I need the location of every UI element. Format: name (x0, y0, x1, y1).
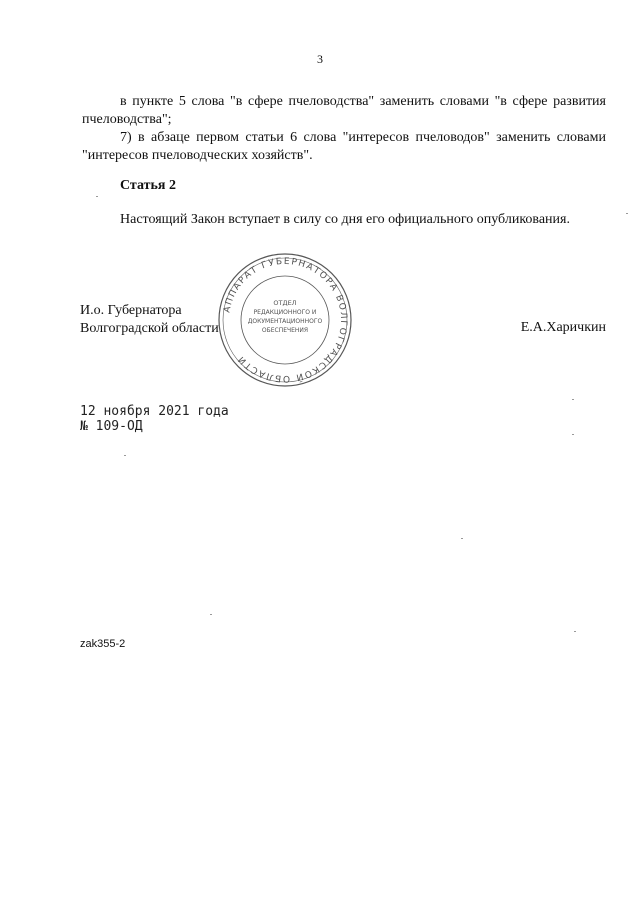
official-seal-stamp (215, 250, 355, 390)
article-2-heading: Статья 2 (120, 178, 176, 193)
scan-speck (461, 538, 463, 539)
signatory-position-line-1: И.о. Губернатора (80, 303, 182, 318)
scan-speck (96, 196, 98, 197)
scan-speck (124, 455, 126, 456)
stamp-inner-line-4: ОБЕСПЕЧЕНИЯ (261, 327, 309, 334)
paragraph-entry-into-force: Настоящий Закон вступает в силу со дня его официального опубликования. (120, 212, 570, 227)
stamp-inner-line-3: ДОКУМЕНТАЦИОННОГО (247, 318, 323, 325)
paragraph-amendment-point-5: в пункте 5 слова "в сфере пчеловодства" заменить словами "в сфере развития пчеловодства"; (82, 94, 606, 127)
scan-speck (572, 399, 574, 400)
stamp-inner-line-2: РЕДАКЦИОННОГО И (253, 309, 317, 316)
paragraph-amendment-article-6: 7) в абзаце первом статьи 6 слова "интересов пчеловодов" заменить словами "интересов пчеловодческих хозяйств". (82, 130, 606, 163)
signatory-position (80, 302, 219, 338)
scan-speck (626, 213, 628, 214)
page-number: 3 (317, 52, 323, 66)
signatory-position-line-2: Волгоградской области (80, 321, 219, 336)
document-code: zak355-2 (80, 638, 126, 650)
scan-speck (574, 631, 576, 632)
scan-speck (210, 614, 212, 615)
law-number: № 109-ОД (80, 419, 143, 434)
signatory-name: Е.А.Харичкин (520, 320, 606, 335)
law-date-and-number (80, 404, 229, 434)
stamp-outer-text: АППАРАТ ГУБЕРНАТОРА ВОЛГОГРАДСКОЙ ОБЛАСТИ (222, 256, 349, 384)
scan-speck (572, 434, 574, 435)
law-date: 12 ноября 2021 года (80, 404, 229, 419)
stamp-inner-line-1: ОТДЕЛ (273, 299, 297, 307)
